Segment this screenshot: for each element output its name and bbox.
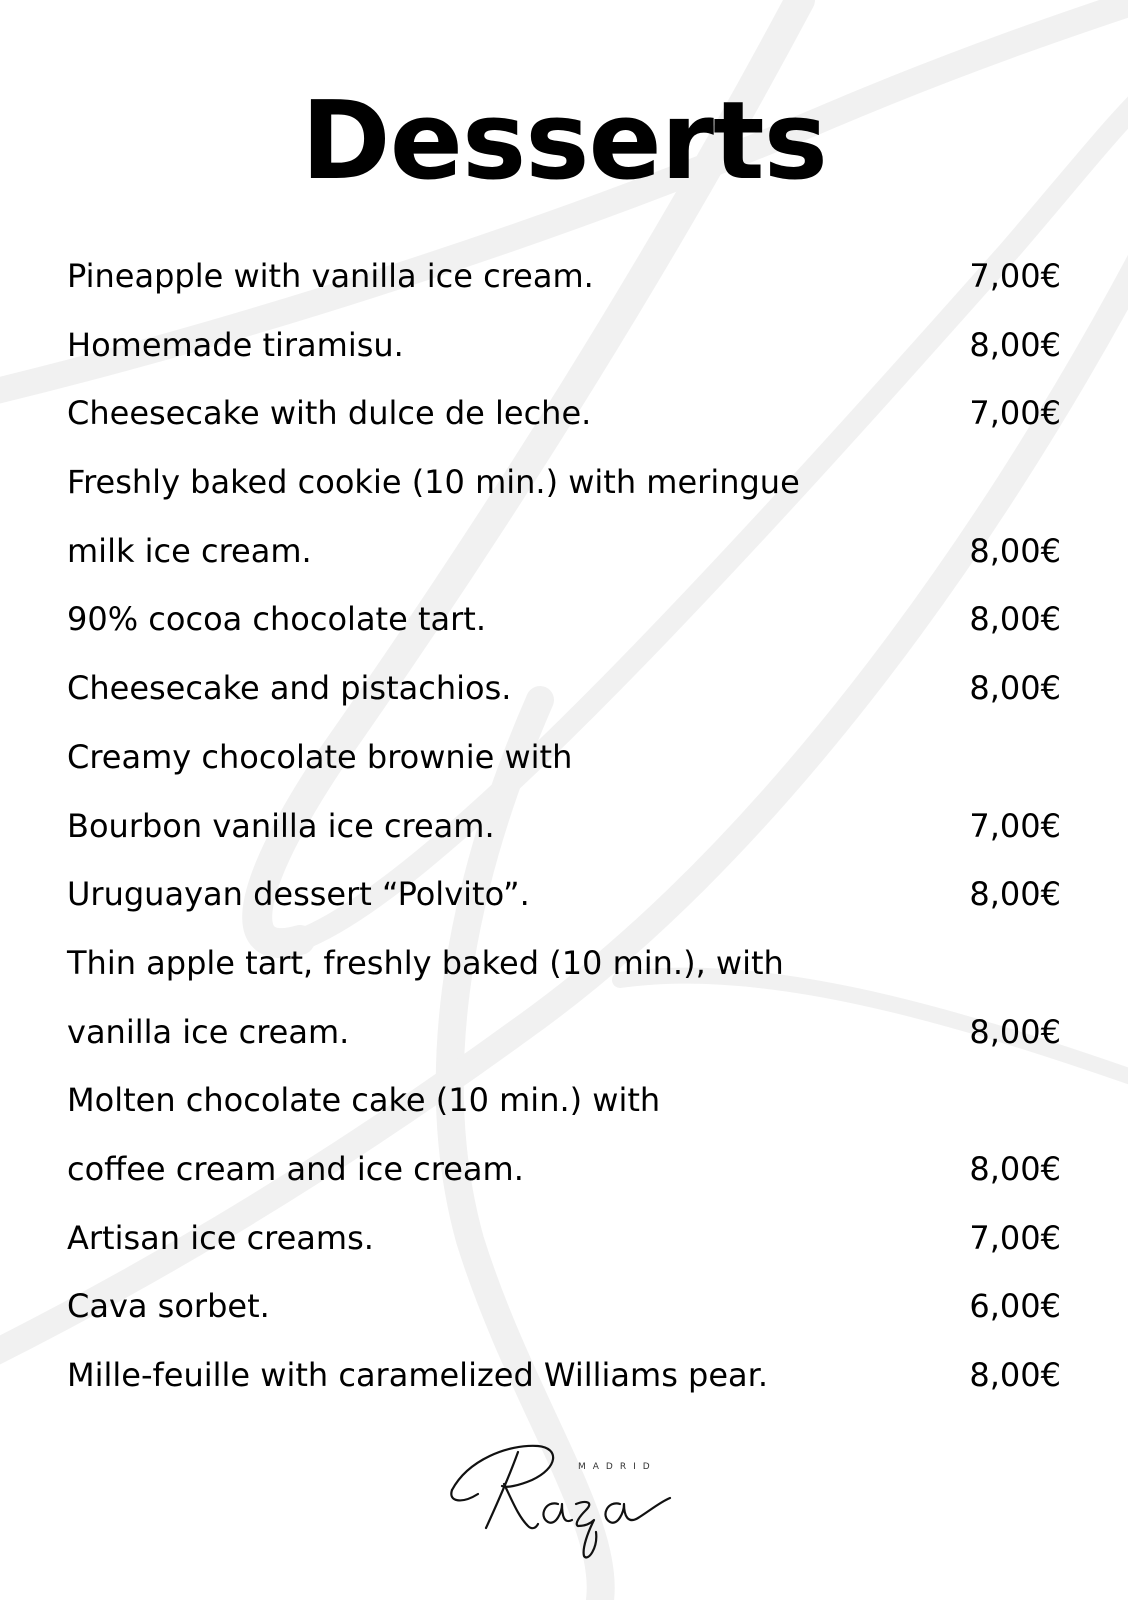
menu-item-line (67, 585, 1061, 654)
menu-item-name: 90% cocoa chocolate tart. (67, 600, 486, 639)
menu-item-line (67, 1204, 1061, 1273)
dessert-menu-list (67, 242, 1061, 1410)
menu-item-price: 8,00€ (969, 1149, 1061, 1188)
menu-item-name: milk ice cream. (67, 531, 312, 570)
menu-item-line (67, 1066, 1061, 1135)
menu-item-line (67, 517, 1061, 586)
menu-item-name: Thin apple tart, freshly baked (10 min.), with (67, 943, 784, 982)
menu-item-name: Cheesecake and pistachios. (67, 669, 512, 708)
menu-item-name: Mille-feuille with caramelized Williams pear. (67, 1356, 769, 1394)
menu-item-line (67, 792, 1061, 861)
menu-item-price: 6,00€ (969, 1287, 1061, 1326)
menu-item-name: Artisan ice creams. (67, 1218, 374, 1257)
menu-item-name: Creamy chocolate brownie with (67, 737, 573, 776)
menu-item-name: Homemade tiramisu. (67, 325, 404, 364)
menu-item-price: 8,00€ (969, 325, 1061, 364)
menu-item-price: 8,00€ (969, 875, 1061, 914)
menu-item-name: vanilla ice cream. (67, 1012, 350, 1051)
menu-item-price: 8,00€ (969, 669, 1061, 708)
menu-item-line (67, 1341, 1061, 1410)
menu-item-price: 8,00€ (969, 1012, 1061, 1051)
menu-item-name: Pineapple with vanilla ice cream. (67, 257, 594, 295)
menu-item-price: 8,00€ (969, 1356, 1061, 1394)
menu-item-line (67, 723, 1061, 792)
menu-item-line (67, 379, 1061, 448)
menu-item-line (67, 1135, 1061, 1204)
restaurant-logo (448, 1440, 684, 1570)
menu-item-line (67, 860, 1061, 929)
menu-item-name: Freshly baked cookie (10 min.) with meringue (67, 463, 800, 502)
logo-city-label: MADRID (578, 1462, 657, 1472)
menu-item-price: 7,00€ (969, 394, 1061, 433)
menu-item-name: Molten chocolate cake (10 min.) with (67, 1081, 661, 1120)
menu-item-name: Bourbon vanilla ice cream. (67, 806, 495, 845)
menu-item-price: 8,00€ (969, 600, 1061, 639)
raza-signature-logo (448, 1440, 684, 1570)
menu-item-price: 7,00€ (969, 806, 1061, 845)
menu-item-line (67, 929, 1061, 998)
menu-item-line (67, 242, 1061, 311)
menu-item-line (67, 311, 1061, 380)
menu-item-price: 8,00€ (969, 531, 1061, 570)
page-title: Desserts (301, 79, 827, 204)
menu-item-line (67, 1272, 1061, 1341)
menu-item-line (67, 998, 1061, 1067)
menu-item-price: 7,00€ (969, 1218, 1061, 1257)
menu-item-name: Cava sorbet. (67, 1287, 270, 1326)
menu-item-name: Uruguayan dessert “Polvito”. (67, 875, 530, 914)
menu-item-price: 7,00€ (969, 257, 1061, 295)
menu-item-line (67, 448, 1061, 517)
menu-item-name: coffee cream and ice cream. (67, 1149, 524, 1188)
menu-item-line (67, 654, 1061, 723)
menu-item-name: Cheesecake with dulce de leche. (67, 394, 592, 433)
